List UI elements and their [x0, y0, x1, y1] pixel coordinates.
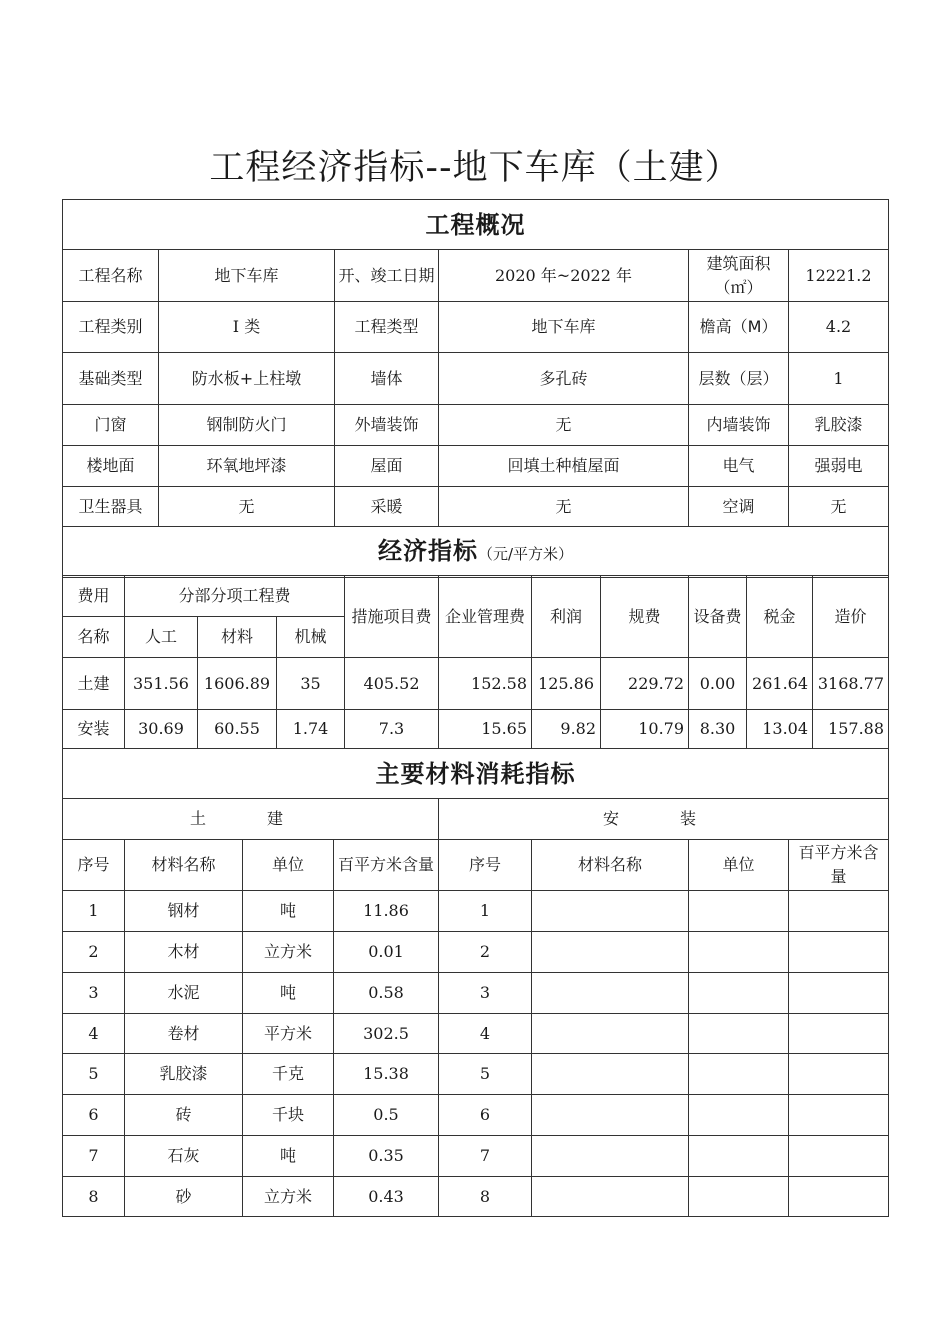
header-unit: 单位	[243, 840, 334, 891]
civil-header: 土 建	[63, 799, 439, 840]
cell-material-name: 砖	[125, 1095, 243, 1136]
overview-value: 多孔砖	[439, 353, 689, 405]
header-unit: 单位	[689, 840, 789, 891]
cell-no: 2	[63, 932, 125, 973]
overview-label: 屋面	[335, 446, 439, 487]
overview-value: 乳胶漆	[789, 405, 889, 446]
header-no: 序号	[439, 840, 532, 891]
cell-no: 1	[63, 891, 125, 932]
material-row	[63, 973, 889, 1014]
cell-qty: 15.38	[334, 1054, 439, 1095]
cell-material-name: 砂	[125, 1177, 243, 1217]
material-row	[63, 1136, 889, 1177]
cell-no: 7	[63, 1136, 125, 1177]
overview-label: 采暖	[335, 487, 439, 527]
overview-label: 工程类别	[63, 302, 159, 353]
material-row	[63, 1054, 889, 1095]
overview-label: 建筑面积（㎡）	[689, 250, 789, 302]
header-labor: 人工	[125, 617, 198, 658]
cell-labor: 30.69	[125, 710, 198, 749]
material-row	[63, 1095, 889, 1136]
cell-no: 6	[63, 1095, 125, 1136]
cell-material-name: 卷材	[125, 1014, 243, 1054]
cell-qty: 0.01	[334, 932, 439, 973]
overview-label: 层数（层）	[689, 353, 789, 405]
cell-unit: 立方米	[243, 932, 334, 973]
cell-qty: 0.5	[334, 1095, 439, 1136]
overview-row	[63, 250, 889, 302]
cell-equipment: 0.00	[689, 658, 747, 710]
cell-no: 4	[439, 1014, 532, 1054]
cell-unit: 立方米	[243, 1177, 334, 1217]
row-label: 土建	[63, 658, 125, 710]
header-machine: 机械	[277, 617, 345, 658]
material-row	[63, 1177, 889, 1217]
overview-label: 空调	[689, 487, 789, 527]
header-no: 序号	[63, 840, 125, 891]
cell-regulation-fee: 10.79	[601, 710, 689, 749]
overview-label: 内墙装饰	[689, 405, 789, 446]
cell-profit: 125.86	[532, 658, 601, 710]
header-cost: 造价	[813, 576, 889, 658]
cell-qty: 11.86	[334, 891, 439, 932]
cell-qty: 302.5	[334, 1014, 439, 1054]
header-tax: 税金	[747, 576, 813, 658]
header-name: 名称	[63, 617, 125, 658]
cell-tax: 261.64	[747, 658, 813, 710]
cell-no: 8	[63, 1177, 125, 1217]
overview-label: 门窗	[63, 405, 159, 446]
cell-material-name: 乳胶漆	[125, 1054, 243, 1095]
cell-tax: 13.04	[747, 710, 813, 749]
economic-unit: （元/平方米）	[477, 544, 574, 563]
overview-label: 开、竣工日期	[335, 250, 439, 302]
cell-unit: 吨	[243, 1136, 334, 1177]
cell-unit: 吨	[243, 891, 334, 932]
cell-measure: 405.52	[345, 658, 439, 710]
header-equipment: 设备费	[689, 576, 747, 658]
overview-label: 楼地面	[63, 446, 159, 487]
cell-unit: 千块	[243, 1095, 334, 1136]
overview-label: 墙体	[335, 353, 439, 405]
install-header: 安 装	[439, 799, 889, 840]
overview-heading: 工程概况	[63, 200, 889, 250]
materials-heading: 主要材料消耗指标	[63, 749, 889, 799]
overview-value: 2020 年~2022 年	[439, 250, 689, 302]
cell-cost: 157.88	[813, 710, 889, 749]
economic-row	[63, 658, 889, 710]
cell-unit: 平方米	[243, 1014, 334, 1054]
cell-qty: 0.58	[334, 973, 439, 1014]
overview-row	[63, 487, 889, 527]
economic-table	[62, 575, 889, 749]
cell-material-name: 木材	[125, 932, 243, 973]
header-qty: 百平方米含量	[789, 840, 889, 891]
header-regulation-fee: 规费	[601, 576, 689, 658]
overview-value: 4.2	[789, 302, 889, 353]
cell-unit: 吨	[243, 973, 334, 1014]
header-qty: 百平方米含量	[334, 840, 439, 891]
cell-unit: 千克	[243, 1054, 334, 1095]
cell-no: 6	[439, 1095, 532, 1136]
overview-row	[63, 353, 889, 405]
cell-qty: 0.35	[334, 1136, 439, 1177]
cell-labor: 351.56	[125, 658, 198, 710]
overview-label: 电气	[689, 446, 789, 487]
overview-value: 12221.2	[789, 250, 889, 302]
economic-row	[63, 710, 889, 749]
economic-heading	[63, 527, 889, 578]
cell-material-name: 石灰	[125, 1136, 243, 1177]
materials-table	[62, 748, 889, 1217]
overview-label: 基础类型	[63, 353, 159, 405]
header-profit: 利润	[532, 576, 601, 658]
overview-label: 工程名称	[63, 250, 159, 302]
overview-value: 地下车库	[159, 250, 335, 302]
cell-no: 5	[439, 1054, 532, 1095]
cell-regulation-fee: 229.72	[601, 658, 689, 710]
cell-material: 1606.89	[198, 658, 277, 710]
overview-value: I 类	[159, 302, 335, 353]
overview-value: 1	[789, 353, 889, 405]
header-measure: 措施项目费	[345, 576, 439, 658]
material-row	[63, 1014, 889, 1054]
overview-value: 钢制防火门	[159, 405, 335, 446]
overview-label: 卫生器具	[63, 487, 159, 527]
cell-no: 4	[63, 1014, 125, 1054]
cell-no: 3	[63, 973, 125, 1014]
cell-material: 60.55	[198, 710, 277, 749]
economic-title: 经济指标	[377, 536, 478, 565]
overview-value: 回填土种植屋面	[439, 446, 689, 487]
overview-table	[62, 199, 889, 578]
header-material-name: 材料名称	[532, 840, 689, 891]
overview-value: 强弱电	[789, 446, 889, 487]
cell-cost: 3168.77	[813, 658, 889, 710]
cell-machine: 35	[277, 658, 345, 710]
cell-equipment: 8.30	[689, 710, 747, 749]
cell-no: 1	[439, 891, 532, 932]
overview-label: 檐高（M）	[689, 302, 789, 353]
cell-no: 7	[439, 1136, 532, 1177]
overview-value: 无	[439, 487, 689, 527]
overview-value: 无	[789, 487, 889, 527]
cell-profit: 9.82	[532, 710, 601, 749]
material-row	[63, 891, 889, 932]
header-fee: 费用	[63, 576, 125, 617]
header-material-name: 材料名称	[125, 840, 243, 891]
overview-row	[63, 446, 889, 487]
header-sub-items: 分部分项工程费	[125, 576, 345, 617]
overview-value: 无	[439, 405, 689, 446]
overview-value: 防水板+上柱墩	[159, 353, 335, 405]
overview-row	[63, 302, 889, 353]
cell-qty: 0.43	[334, 1177, 439, 1217]
cell-no: 2	[439, 932, 532, 973]
overview-value: 环氧地坪漆	[159, 446, 335, 487]
page-title: 工程经济指标--地下车库（土建）	[209, 148, 741, 188]
cell-management: 152.58	[439, 658, 532, 710]
cell-no: 8	[439, 1177, 532, 1217]
overview-label: 工程类型	[335, 302, 439, 353]
cell-measure: 7.3	[345, 710, 439, 749]
overview-row	[63, 405, 889, 446]
cell-material-name: 钢材	[125, 891, 243, 932]
overview-label: 外墙装饰	[335, 405, 439, 446]
cell-management: 15.65	[439, 710, 532, 749]
row-label: 安装	[63, 710, 125, 749]
overview-value: 无	[159, 487, 335, 527]
header-material: 材料	[198, 617, 277, 658]
cell-no: 3	[439, 973, 532, 1014]
material-row	[63, 932, 889, 973]
cell-material-name: 水泥	[125, 973, 243, 1014]
cell-no: 5	[63, 1054, 125, 1095]
overview-value: 地下车库	[439, 302, 689, 353]
cell-machine: 1.74	[277, 710, 345, 749]
header-management: 企业管理费	[439, 576, 532, 658]
